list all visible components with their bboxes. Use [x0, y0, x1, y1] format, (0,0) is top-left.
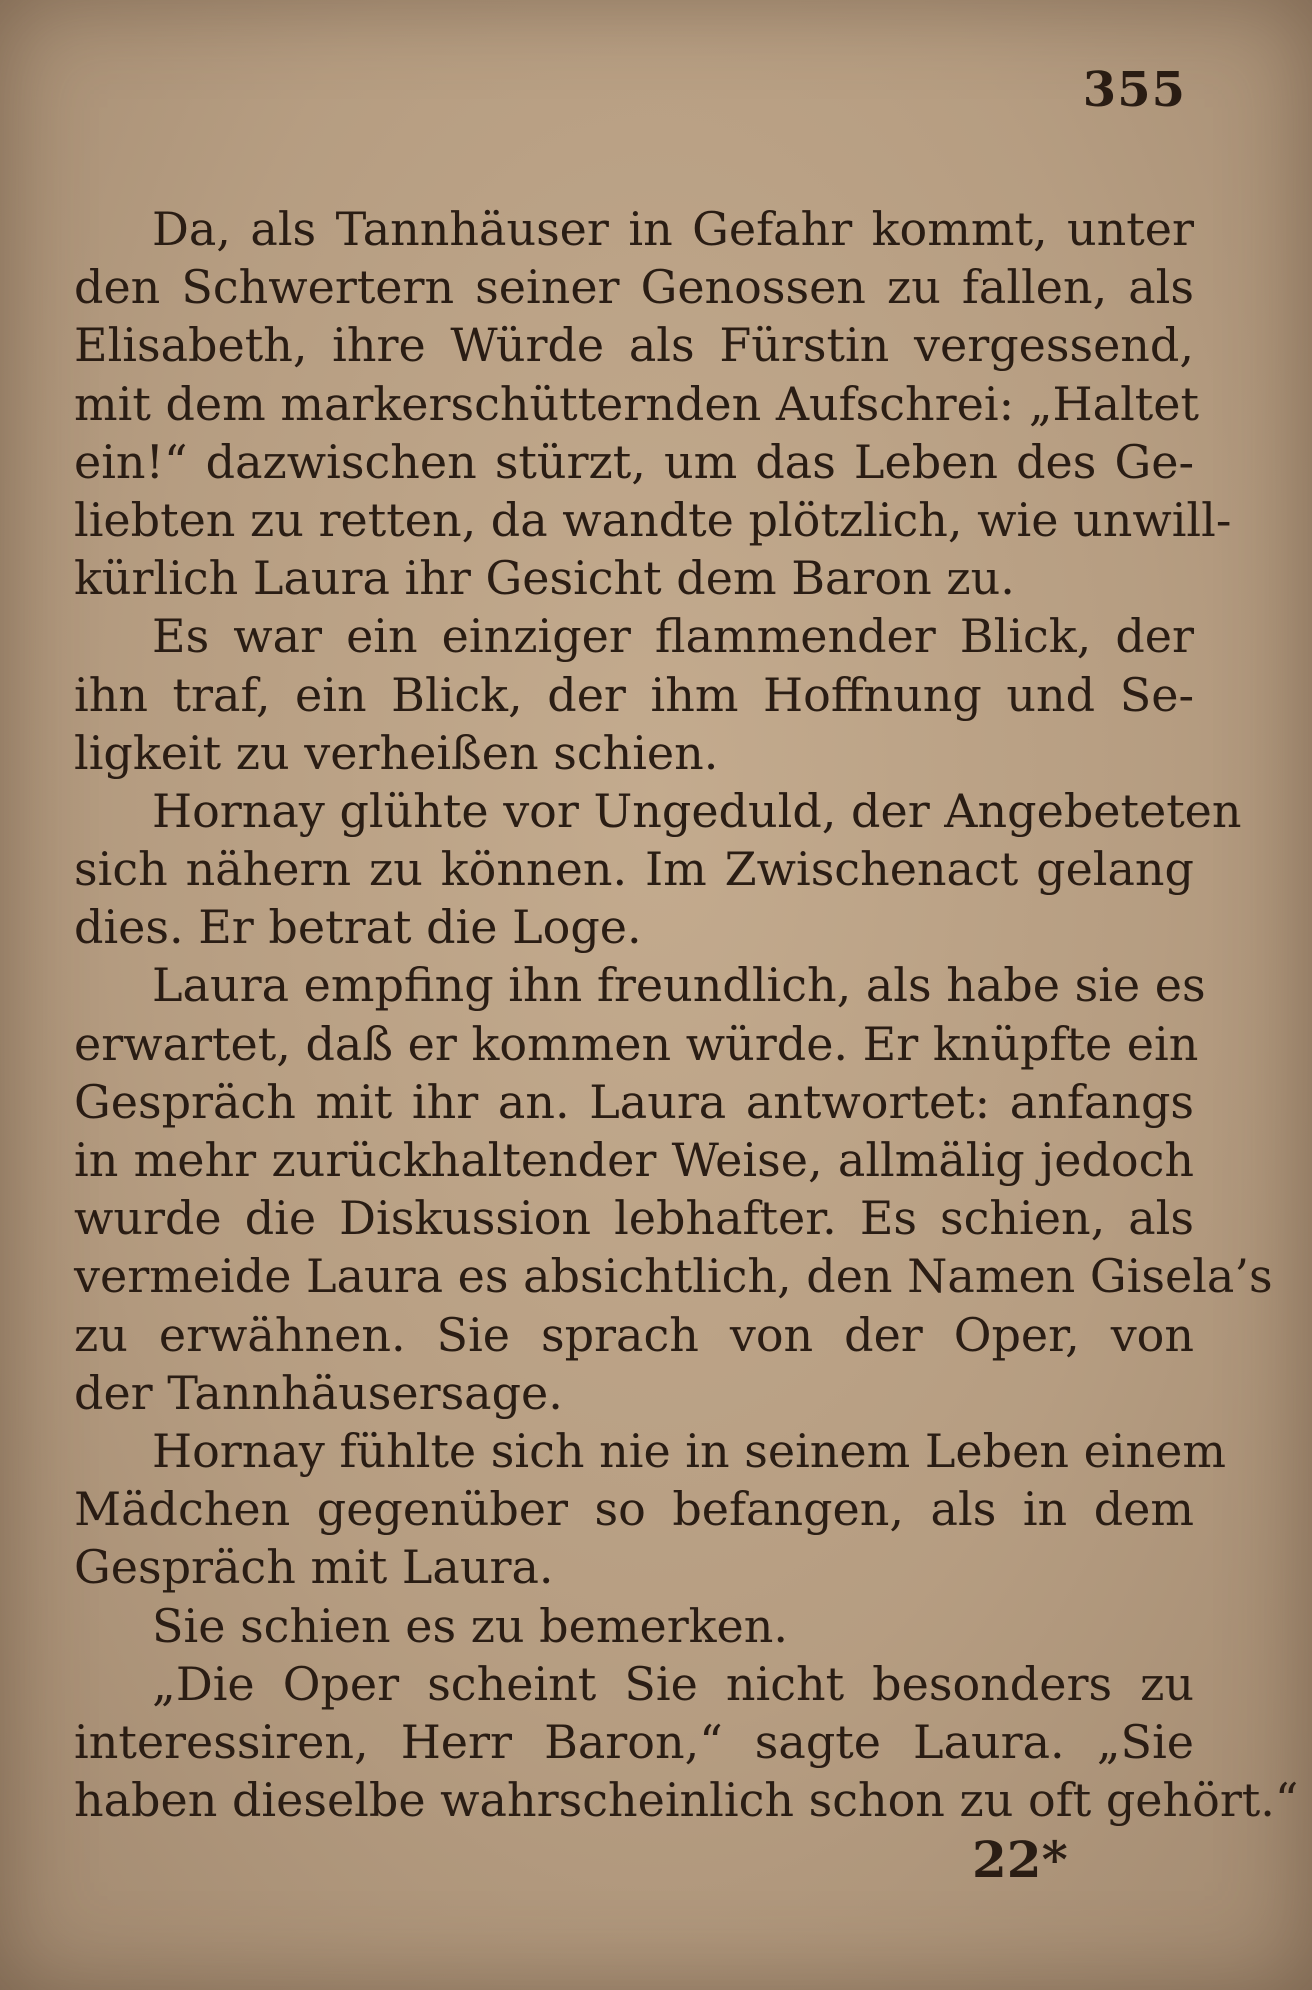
body-text — [74, 200, 1299, 1829]
text-line: Gespräch mit Laura. — [74, 1540, 554, 1595]
text-line: in mehr zurückhaltender Weise, allmälig jedoch — [74, 1133, 1194, 1187]
printer-signature: 22* — [972, 1830, 1068, 1889]
text-line: wurde die Diskussion lebhafter. Es schien, als — [74, 1191, 1194, 1246]
text-line: Gespräch mit ihr an. Laura antwortet: anfangs — [74, 1074, 1194, 1129]
text-line: den Schwertern seiner Genossen zu fallen, als — [74, 260, 1194, 315]
text-line: zu erwähnen. Sie sprach von der Oper, von — [74, 1307, 1194, 1362]
text-line: Mädchen gegenüber so befangen, als in dem — [74, 1482, 1194, 1537]
text-line: ligkeit zu verheißen schien. — [74, 725, 719, 780]
text-line: erwartet, daß er kommen würde. Er knüpfte ein — [74, 1016, 1199, 1071]
text-line: vermeide Laura es absichtlich, den Namen Gisela’s — [74, 1249, 1273, 1304]
text-line: der Tannhäusersage. — [74, 1365, 563, 1420]
text-line: Hornay fühlte sich nie in seinem Leben einem — [152, 1423, 1226, 1478]
text-line: sich nähern zu können. Im Zwischenact gelang — [74, 842, 1194, 897]
text-line: dies. Er betrat die Loge. — [74, 900, 642, 955]
text-line: Elisabeth, ihre Würde als Fürstin vergessend, — [74, 318, 1194, 373]
text-line: Es war ein einziger flammender Blick, der — [152, 609, 1194, 664]
text-line: Sie schien es zu bemerken. — [152, 1598, 789, 1653]
text-line: Hornay glühte vor Ungeduld, der Angebeteten — [152, 783, 1242, 838]
text-line: ihn traf, ein Blick, der ihm Hoffnung und Se- — [74, 667, 1194, 722]
text-line: interessiren, Herr Baron,“ sagte Laura. „Sie — [74, 1714, 1194, 1769]
text-line: „Die Oper scheint Sie nicht besonders zu — [152, 1656, 1194, 1711]
text-line: kürlich Laura ihr Gesicht dem Baron zu. — [74, 551, 1015, 606]
page-number: 355 — [1082, 62, 1186, 118]
text-line: mit dem markerschütternden Aufschrei: „Haltet — [74, 376, 1200, 431]
text-line: liebten zu retten, da wandte plötzlich, wie unwill- — [74, 492, 1232, 547]
text-line: Laura empfing ihn freundlich, als habe sie es — [152, 958, 1206, 1013]
text-line: ein!“ dazwischen stürzt, um das Leben des Ge- — [74, 434, 1194, 489]
text-line: Da, als Tannhäuser in Gefahr kommt, unter — [152, 202, 1194, 256]
text-line: haben dieselbe wahrscheinlich schon zu oft gehört.“ — [74, 1773, 1299, 1828]
